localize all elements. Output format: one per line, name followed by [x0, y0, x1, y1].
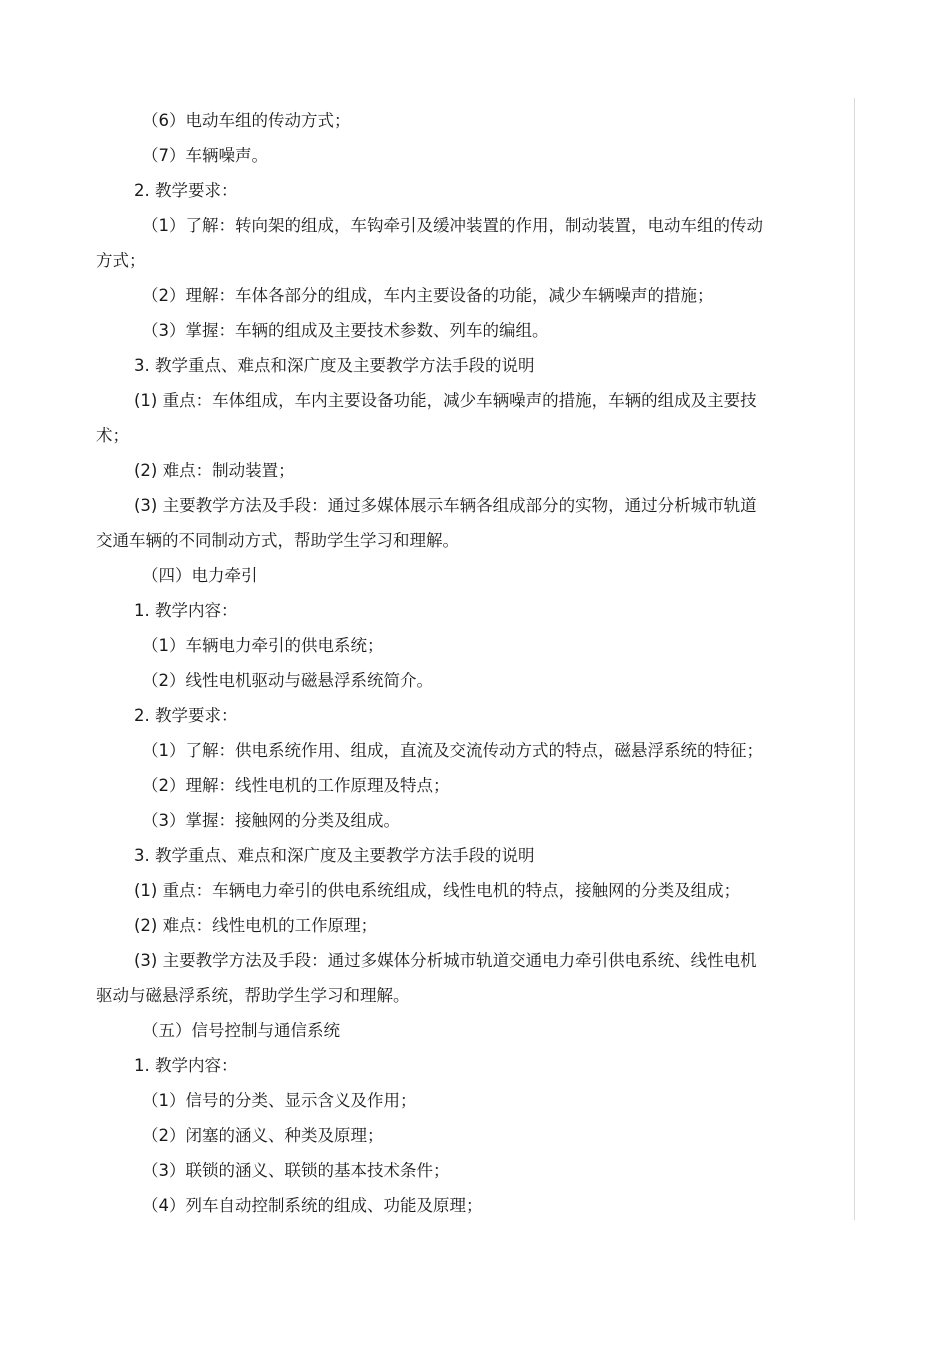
text-line: （3）掌握：接触网的分类及组成。 [142, 811, 400, 830]
text-line: （3）联锁的涵义、联锁的基本技术条件； [142, 1161, 450, 1180]
text-line: (2) 难点：制动装置； [134, 461, 295, 480]
text-line: （1）车辆电力牵引的供电系统； [142, 636, 384, 655]
text-line: 术； [96, 426, 129, 445]
text-line: 1. 教学内容： [134, 1056, 238, 1075]
text-line: （4）列车自动控制系统的组成、功能及原理； [142, 1196, 483, 1215]
text-line: （2）闭塞的涵义、种类及原理； [142, 1126, 384, 1145]
text-line: 1. 教学内容： [134, 601, 238, 620]
text-line: (3) 主要教学方法及手段：通过多媒体展示车辆各组成部分的实物，通过分析城市轨道 [134, 496, 757, 515]
document-body [96, 103, 808, 1223]
text-line: （1）了解：转向架的组成，车钩牵引及缓冲装置的作用，制动装置，电动车组的传动 [142, 216, 763, 235]
page-edge-rule [854, 98, 855, 1220]
text-line: 3. 教学重点、难点和深广度及主要教学方法手段的说明 [134, 846, 535, 865]
text-line: (2) 难点：线性电机的工作原理； [134, 916, 378, 935]
text-line: (1) 重点：车体组成，车内主要设备功能，减少车辆噪声的措施，车辆的组成及主要技 [134, 391, 757, 410]
text-line: 驱动与磁悬浮系统，帮助学生学习和理解。 [96, 986, 410, 1005]
text-line: 2. 教学要求： [134, 181, 238, 200]
text-line: （五）信号控制与通信系统 [142, 1021, 340, 1040]
text-line: 交通车辆的不同制动方式，帮助学生学习和理解。 [96, 531, 459, 550]
text-line: （3）掌握：车辆的组成及主要技术参数、列车的编组。 [142, 321, 549, 340]
text-line: (1) 重点：车辆电力牵引的供电系统组成，线性电机的特点，接触网的分类及组成； [134, 881, 741, 900]
text-line: (3) 主要教学方法及手段：通过多媒体分析城市轨道交通电力牵引供电系统、线性电机 [134, 951, 757, 970]
text-line: （2）理解：车体各部分的组成，车内主要设备的功能，减少车辆噪声的措施； [142, 286, 714, 305]
text-line: （2）理解：线性电机的工作原理及特点； [142, 776, 450, 795]
text-line: （2）线性电机驱动与磁悬浮系统简介。 [142, 671, 433, 690]
text-line: 2. 教学要求： [134, 706, 238, 725]
text-line: （四）电力牵引 [142, 566, 258, 585]
text-line: 方式； [96, 251, 146, 270]
text-line: （6）电动车组的传动方式； [142, 111, 351, 130]
text-line: （1）了解：供电系统作用、组成，直流及交流传动方式的特点，磁悬浮系统的特征； [142, 741, 763, 760]
text-line: （1）信号的分类、显示含义及作用； [142, 1091, 417, 1110]
text-line: 3. 教学重点、难点和深广度及主要教学方法手段的说明 [134, 356, 535, 375]
text-line: （7）车辆噪声。 [142, 146, 268, 165]
